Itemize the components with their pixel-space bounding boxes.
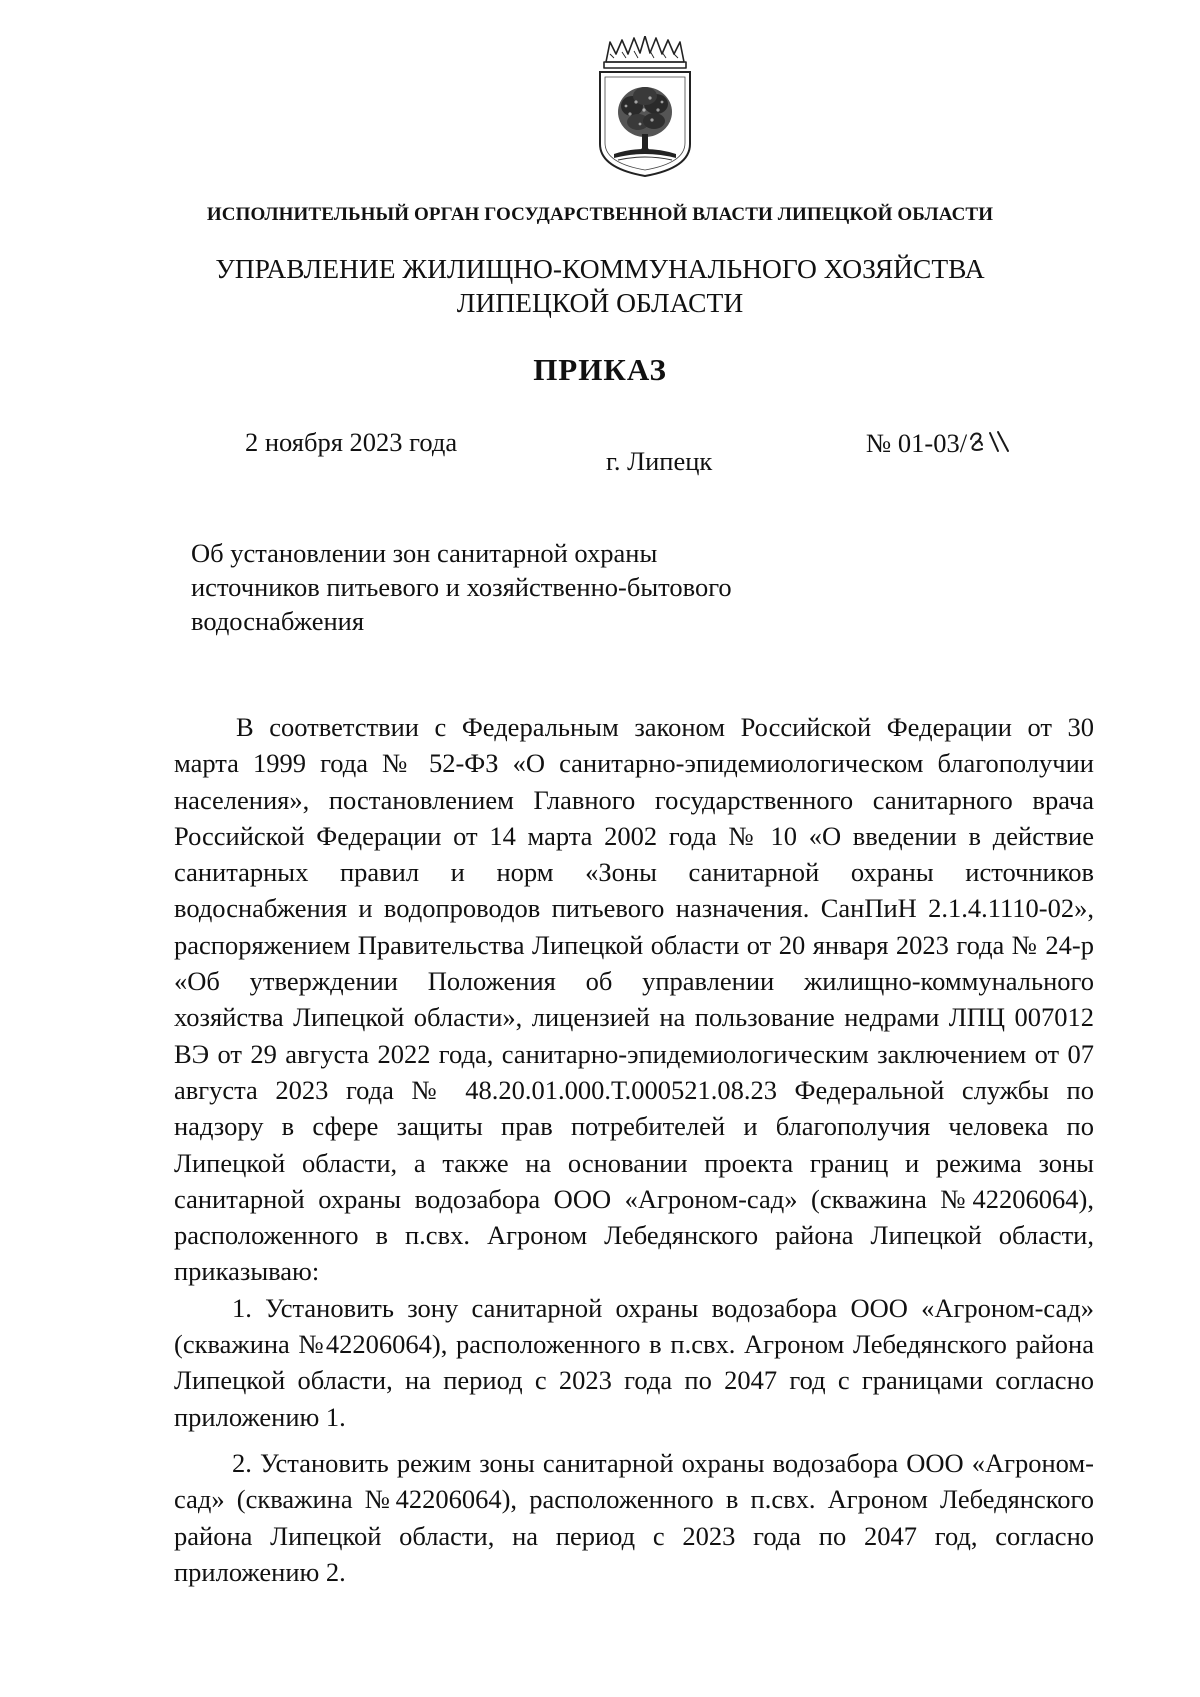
document-subject bbox=[191, 536, 811, 638]
authority-name: ИСПОЛНИТЕЛЬНЫЙ ОРГАН ГОСУДАРСТВЕННОЙ ВЛАСТИ ЛИПЕЦКОЙ ОБЛАСТИ bbox=[206, 204, 994, 225]
preamble-paragraph: В соответствии с Федеральным законом Российской Федерации от 30 марта 1999 года № 52-ФЗ «О санитарно-эпидемиологическом благополучии населения», постановлением Главного государственного санитарного врача Российской Федерации от 14 марта 2002 года № 10 «О введении в действие санитарных правил и норм «Зоны санитарной охраны источников водоснабжения и водопроводов питьевого назначения. СанПиН 2.1.4.1110-02», распоряжением Правительства Липецкой области от 20 января 2023 года № 24-р «Об утверждении Положения об управлении жилищно-коммунального хозяйства Липецкой области», лицензией на пользование недрами ЛПЦ 007012 ВЭ от 29 августа 2022 года, санитарно-эпидемиологическим заключением от 07 августа 2023 года № 48.20.01.000.Т.000521.08.23 Федеральной службы по надзору в сфере защиты прав потребителей и благополучия человека по Липецкой области, а также на основании проекта границ и режима зоны санитарной охраны водозабора ООО «Агроном-сад» (скважина №42206064), расположенного в п.свх. Агроном Лебедянского района Липецкой области, приказываю: bbox=[174, 712, 1094, 1287]
document-body bbox=[174, 709, 1094, 1590]
document-type: ПРИКАЗ bbox=[533, 352, 667, 387]
subject-line-2: источников питьевого и хозяйственно-бытового bbox=[191, 572, 732, 602]
document-date: 2 ноября 2023 года bbox=[245, 427, 458, 457]
handwritten-number-icon bbox=[968, 429, 1014, 455]
document-city: г. Липецк bbox=[606, 446, 713, 476]
order-item-1: 1. Установить зону санитарной охраны водозабора ООО «Агроном-сад» (скважина №42206064), расположенного в п.свх. Агроном Лебедянского района Липецкой области, на период с 2023 года по 2047 год с границами согласно приложению 1. bbox=[174, 1292, 1094, 1432]
document-number-printed: № 01-03/ bbox=[866, 428, 968, 458]
document-number bbox=[866, 428, 1014, 459]
department-line-1: УПРАВЛЕНИЕ ЖИЛИЩНО-КОММУНАЛЬНОГО ХОЗЯЙСТВА bbox=[215, 253, 985, 284]
order-item-2: 2. Установить режим зоны санитарной охраны водозабора ООО «Агроном-сад» (скважина №42206064), расположенного в п.свх. Агроном Лебедянского района Липецкой области, на период с 2023 года по 2047 год, согласно приложению 2. bbox=[174, 1447, 1094, 1587]
coat-of-arms-icon bbox=[592, 36, 698, 178]
subject-line-3: водоснабжения bbox=[191, 606, 365, 636]
department-line-2: ЛИПЕЦКОЙ ОБЛАСТИ bbox=[456, 287, 744, 318]
department-name bbox=[0, 252, 1200, 320]
subject-line-1: Об установлении зон санитарной охраны bbox=[191, 538, 658, 568]
